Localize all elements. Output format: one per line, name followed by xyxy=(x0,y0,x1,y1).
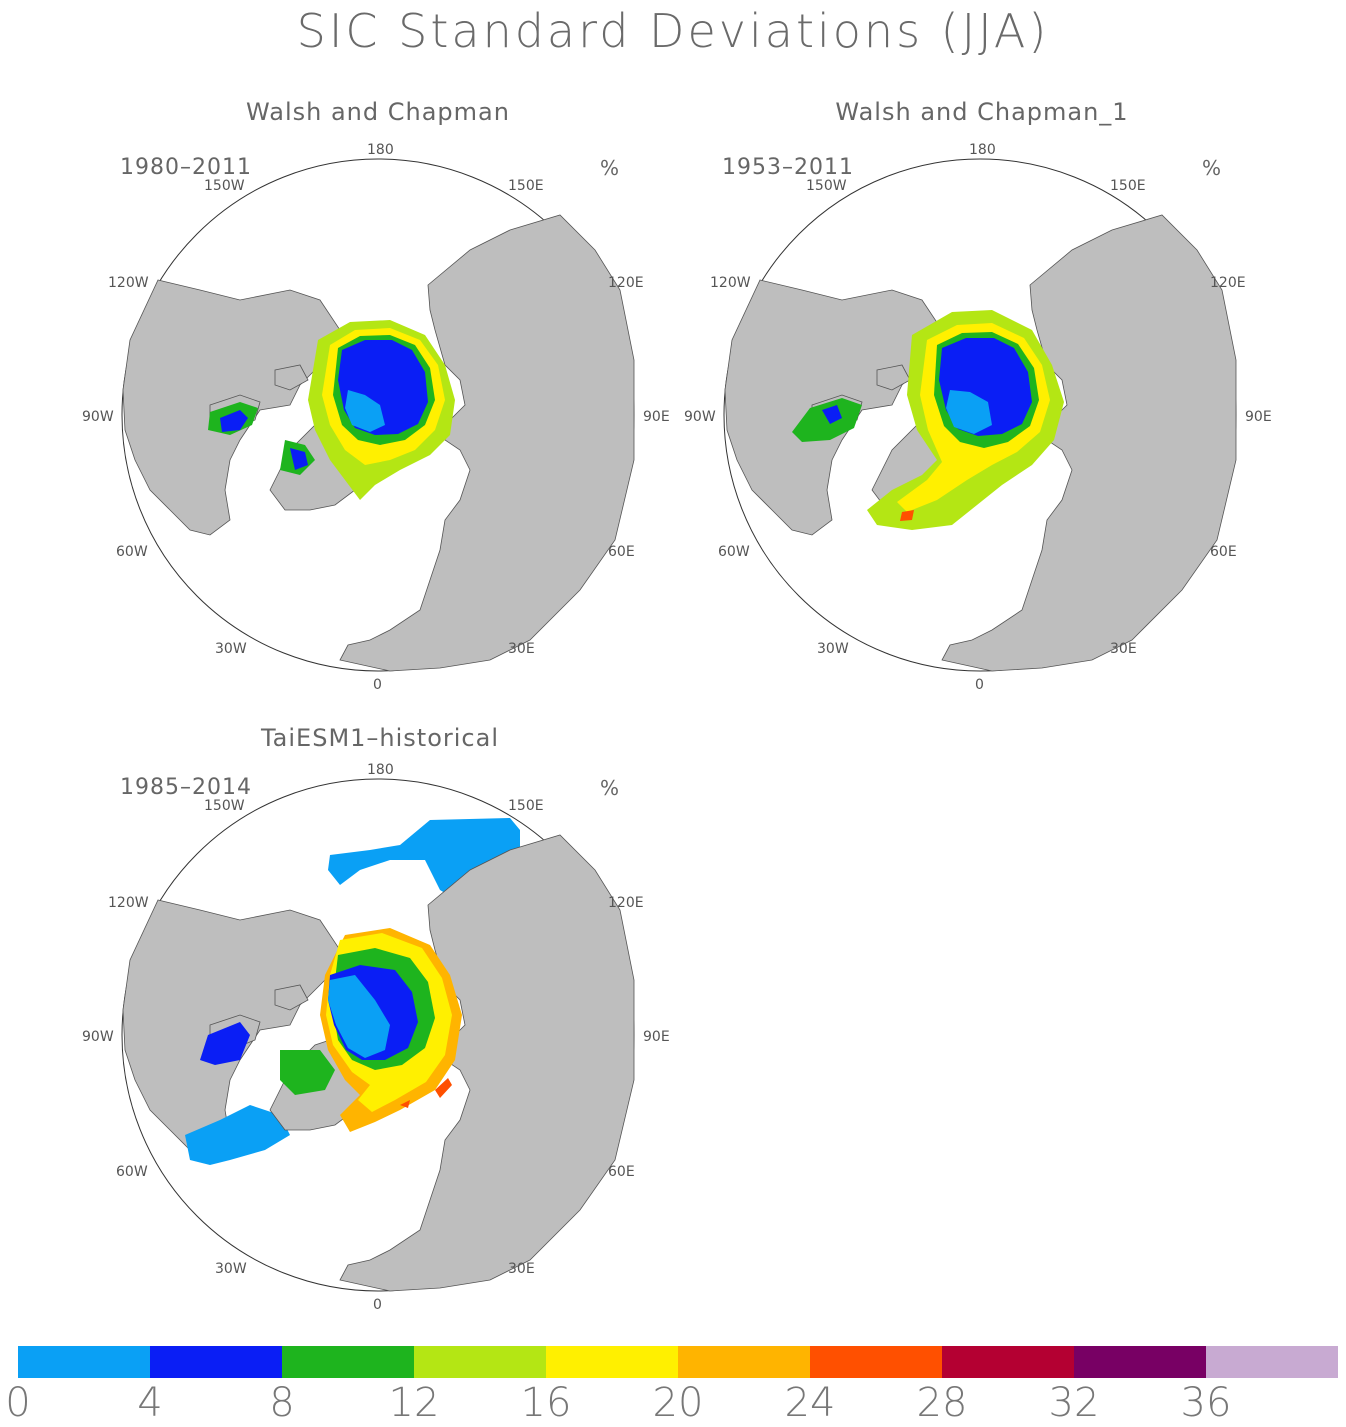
colorbar-cell xyxy=(1074,1346,1206,1378)
panel-2-unit: % xyxy=(1202,156,1222,180)
lon-label: 30W xyxy=(215,1261,247,1277)
lon-label: 90E xyxy=(643,1029,670,1045)
lon-label: 180 xyxy=(367,762,394,778)
lon-label: 180 xyxy=(969,142,996,158)
figure-title: SIC Standard Deviations (JJA) xyxy=(296,4,1050,58)
colorbar-cell xyxy=(942,1346,1074,1378)
colorbar-tick-label: 28 xyxy=(916,1380,968,1426)
panel-1-title: Walsh and Chapman xyxy=(246,98,510,126)
lon-label: 90W xyxy=(684,409,716,425)
colorbar-cell xyxy=(414,1346,546,1378)
lon-label: 120W xyxy=(710,275,751,291)
panel-2-polar-map xyxy=(684,142,1272,693)
panel-1-unit: % xyxy=(600,156,620,180)
lon-label: 150E xyxy=(508,178,544,194)
colorbar-tick-label: 20 xyxy=(652,1380,704,1426)
lon-label: 120W xyxy=(108,275,149,291)
colorbar-cell xyxy=(546,1346,678,1378)
lon-label: 90W xyxy=(82,409,114,425)
lon-label: 90E xyxy=(643,409,670,425)
lon-label: 60E xyxy=(608,1164,635,1180)
panel-3-title: TaiESM1–historical xyxy=(260,724,500,752)
lon-label: 30E xyxy=(508,641,535,657)
lon-label: 30E xyxy=(508,1261,535,1277)
lon-label: 150E xyxy=(1110,178,1146,194)
colorbar-cell xyxy=(810,1346,942,1378)
lon-label: 60W xyxy=(718,544,750,560)
lon-label: 150W xyxy=(806,178,847,194)
lon-label: 150E xyxy=(508,798,544,814)
panel-3-map xyxy=(82,760,670,1320)
lon-label: 120E xyxy=(1210,275,1246,291)
lon-label: 0 xyxy=(975,677,984,693)
lon-label: 180 xyxy=(367,142,394,158)
colorbar xyxy=(18,1346,1338,1378)
lon-label: 120E xyxy=(608,275,644,291)
colorbar-cell xyxy=(678,1346,810,1378)
lon-label: 60E xyxy=(608,544,635,560)
panel-2-title: Walsh and Chapman_1 xyxy=(835,98,1129,126)
panel-3-period: 1985–2014 xyxy=(120,775,252,800)
panel-1-period: 1980–2011 xyxy=(120,155,252,180)
panel-2-period: 1953–2011 xyxy=(722,155,854,180)
colorbar-tick-label: 24 xyxy=(784,1380,836,1426)
lon-label: 60W xyxy=(116,544,148,560)
lon-label: 30W xyxy=(215,641,247,657)
panel-2-map xyxy=(684,140,1272,700)
lon-label: 0 xyxy=(373,1297,382,1313)
lon-label: 150W xyxy=(204,178,245,194)
lon-label: 30W xyxy=(817,641,849,657)
colorbar-cell xyxy=(282,1346,414,1378)
panel-3-unit: % xyxy=(600,776,620,800)
colorbar-tick-label: 32 xyxy=(1048,1380,1100,1426)
panel-1-map xyxy=(82,140,670,700)
lon-label: 90W xyxy=(82,1029,114,1045)
lon-label: 60W xyxy=(116,1164,148,1180)
panel-1-polar-map xyxy=(82,142,670,693)
lon-label: 150W xyxy=(204,798,245,814)
lon-label: 60E xyxy=(1210,544,1237,560)
panel-3-polar-map xyxy=(82,762,670,1313)
lon-label: 120E xyxy=(608,895,644,911)
lon-label: 0 xyxy=(373,677,382,693)
colorbar-tick-label: 0 xyxy=(5,1380,31,1426)
colorbar-tick-label: 8 xyxy=(269,1380,295,1426)
colorbar-cell xyxy=(150,1346,282,1378)
lon-label: 30E xyxy=(1110,641,1137,657)
lon-label: 90E xyxy=(1245,409,1272,425)
colorbar-tick-label: 16 xyxy=(520,1380,572,1426)
colorbar-tick-label: 4 xyxy=(137,1380,163,1426)
lon-label: 120W xyxy=(108,895,149,911)
colorbar-tick-label: 36 xyxy=(1180,1380,1232,1426)
colorbar-cell xyxy=(1206,1346,1338,1378)
colorbar-cell xyxy=(18,1346,150,1378)
colorbar-tick-label: 12 xyxy=(388,1380,440,1426)
